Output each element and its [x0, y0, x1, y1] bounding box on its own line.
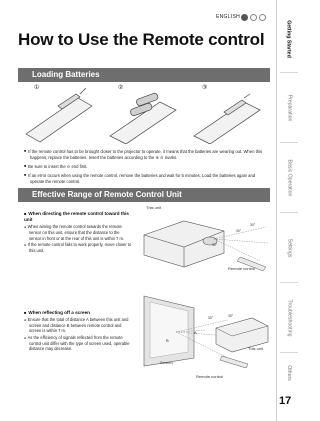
- indicator-dot: [259, 14, 266, 21]
- reflect-notes: [24, 317, 132, 352]
- battery-diagram: [18, 84, 270, 144]
- this-unit-label: This unit: [146, 205, 162, 210]
- screen-label: Screen: [160, 360, 173, 365]
- chapter-sidebar: [276, 0, 300, 421]
- this-unit-label: This unit: [248, 346, 264, 351]
- reflect-note: ● As the efficiency of signals reflected from the remote control unit differ with the type of screen used, operable distance may decrease.: [24, 335, 132, 352]
- reflect-note: ● Ensure that the total of distance A between this unit and screen and distance B between remote control and screen is within 7 m.: [24, 317, 132, 334]
- direct-title: ■ When directing the remote control toward this unit: [24, 211, 132, 223]
- loading-note: ■ If the remote control has to be brought closer to the projector to operate, it means that the batteries are wearing out. When this happens, replace the batteries. Insert the batteries according to the ⊕ ⊖ marks.: [24, 148, 266, 162]
- angle-label: 30°: [236, 229, 242, 233]
- tab-settings[interactable]: Settings: [286, 238, 292, 258]
- tab-divider: [280, 72, 298, 73]
- reflect-block: [24, 310, 132, 353]
- tab-preparation[interactable]: Preparation: [286, 94, 293, 122]
- angle-label: 30°: [228, 314, 234, 318]
- direct-block: [24, 211, 132, 255]
- direct-notes: [24, 224, 132, 253]
- step-1-marker: ①: [34, 85, 40, 91]
- remote-control-label: Remote control: [196, 374, 224, 379]
- direct-range-svg: [140, 205, 272, 275]
- tab-basic-operation[interactable]: Basic Operation: [286, 159, 293, 197]
- direct-note: ● When aiming the remote control towards the remote sensor on this unit, ensure that the distance to the sensor in front or at the rear of this unit is within 7 m.: [24, 224, 132, 241]
- loading-note: ■ Be sure to insert the ⊖ end first.: [24, 163, 266, 170]
- reflect-range-svg: [136, 290, 274, 370]
- section-heading-loading: Loading Batteries: [18, 68, 270, 82]
- tab-divider: [280, 352, 298, 353]
- page-title: How to Use the Remote control: [18, 30, 265, 49]
- loading-notes: [24, 148, 266, 187]
- indicator-dot-active: [241, 14, 248, 21]
- step-2-marker: ②: [118, 85, 124, 91]
- language-label: ENGLISH: [215, 14, 240, 20]
- angle-label: 30°: [250, 223, 256, 227]
- top-bar: [0, 13, 270, 22]
- page-indicator: [241, 14, 266, 21]
- tab-others[interactable]: Others: [285, 365, 292, 381]
- tab-troubleshooting[interactable]: Troubleshooting: [286, 299, 293, 337]
- battery-illustrations: [18, 84, 270, 144]
- tab-divider: [280, 142, 298, 143]
- tab-getting-started[interactable]: Getting Started: [286, 20, 292, 58]
- angle-label: 30°: [212, 243, 218, 247]
- step-3-marker: ③: [202, 85, 208, 91]
- distance-a-label: A: [194, 330, 197, 335]
- angle-label: 30°: [208, 316, 214, 320]
- reflect-title: ■ When reflecting off a screen: [24, 310, 132, 316]
- indicator-dot: [250, 14, 257, 21]
- tab-divider: [280, 282, 298, 283]
- remote-control-label: Remote control: [228, 266, 256, 271]
- tab-divider: [280, 212, 298, 213]
- direct-range-diagram: [140, 205, 272, 275]
- distance-b-label: B: [166, 338, 169, 343]
- loading-note: ■ If an error occurs when using the remote control, remove the batteries and wait for 5 minutes. Load the batteries again and operate the remote control.: [24, 172, 266, 186]
- direct-note: ● If the remote control fails to work properly, move closer to this unit.: [24, 242, 132, 253]
- section-heading-range: Effective Range of Remote Control Unit: [18, 188, 270, 202]
- page-number: 17: [279, 395, 292, 407]
- reflect-range-diagram: [136, 290, 274, 370]
